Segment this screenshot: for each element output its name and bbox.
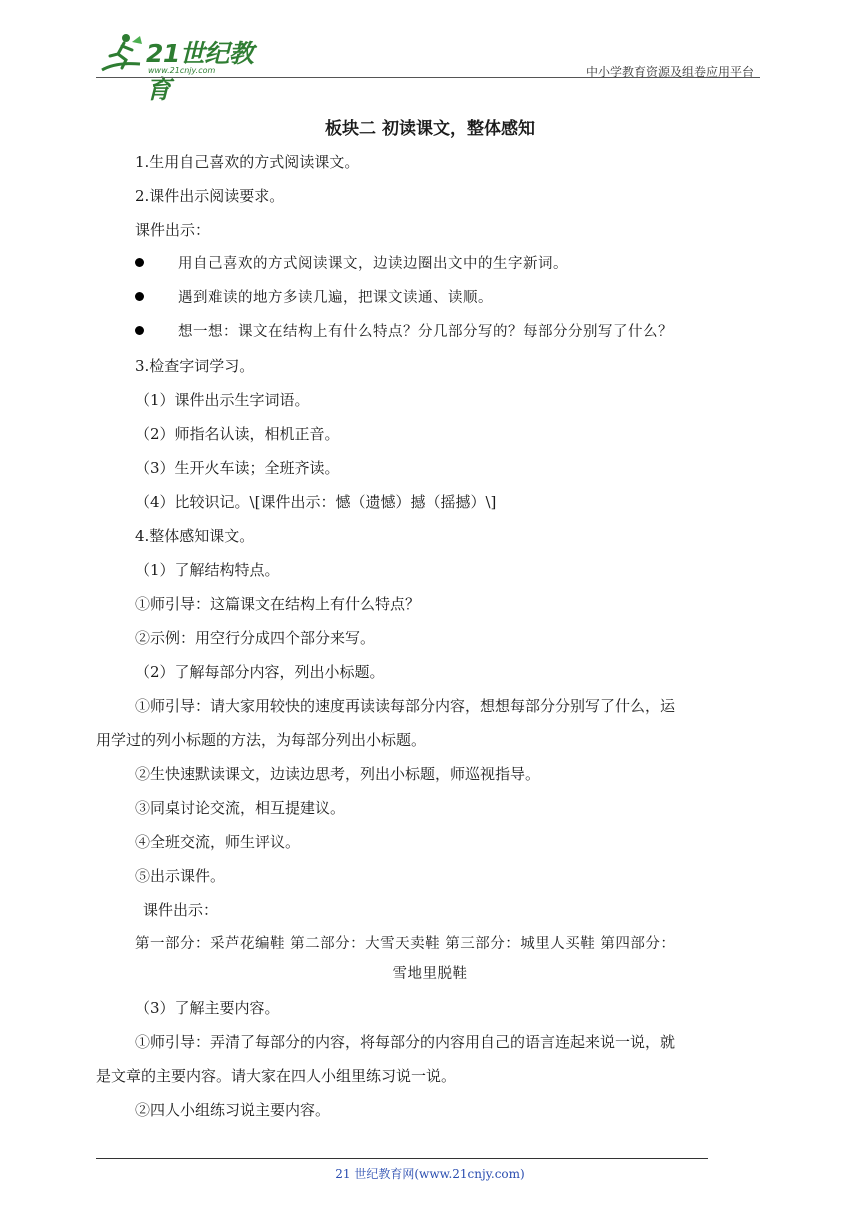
- bullet-icon: [135, 258, 144, 267]
- paragraph: （3）了解主要内容。: [135, 999, 280, 1017]
- footer-divider: [96, 1158, 708, 1159]
- paragraph: ①师引导：这篇课文在结构上有什么特点？: [135, 595, 421, 613]
- paragraph: 课件出示：: [143, 901, 219, 919]
- bullet-item: 遇到难读的地方多读几遍，把课文读通、读顺。: [178, 290, 493, 306]
- paragraph: ④全班交流，师生评议。: [135, 833, 301, 851]
- paragraph: ②示例：用空行分成四个部分来写。: [135, 629, 376, 647]
- logo-text: 21世纪教育: [146, 39, 254, 104]
- paragraph: （2）了解每部分内容，列出小标题。: [135, 663, 385, 681]
- paragraph: 用学过的列小标题的方法，为每部分列出小标题。: [96, 731, 427, 749]
- paragraph: 4.整体感知课文。: [135, 527, 255, 545]
- paragraph: 2.课件出示阅读要求。: [135, 187, 285, 205]
- logo: [96, 28, 266, 104]
- paragraph: ②四人小组练习说主要内容。: [135, 1101, 331, 1119]
- subheadings-line: 第一部分：采芦花编鞋 第二部分：大雪天卖鞋 第三部分：城里人买鞋 第四部分：: [135, 936, 676, 952]
- page-header: [96, 28, 760, 104]
- paragraph: ①师引导：请大家用较快的速度再读读每部分内容，想想每部分分别写了什么，运: [135, 697, 676, 715]
- paragraph: ③同桌讨论交流，相互提建议。: [135, 799, 346, 817]
- paragraph: （3）生开火车读；全班齐读。: [135, 459, 340, 477]
- paragraph: （2）师指名认读，相机正音。: [135, 425, 340, 443]
- paragraph: （4）比较识记。\[课件出示：憾（遗憾）撼（摇撼）\]: [135, 493, 497, 511]
- logo-url: www.21cnjy.com: [148, 66, 216, 75]
- paragraph: 课件出示：: [135, 221, 211, 239]
- paragraph: ⑤出示课件。: [135, 867, 226, 885]
- bullet-item: 想一想：课文在结构上有什么特点？分几部分写的？每部分分别写了什么？: [178, 324, 673, 340]
- paragraph: （1）课件出示生字词语。: [135, 391, 310, 409]
- header-divider: [96, 77, 760, 78]
- subheadings-line: 雪地里脱鞋: [392, 966, 468, 982]
- paragraph: 1.生用自己喜欢的方式阅读课文。: [135, 153, 360, 171]
- paragraph: ①师引导：弄清了每部分的内容，将每部分的内容用自己的语言连起来说一说，就: [135, 1033, 676, 1051]
- paragraph: 3.检查字词学习。: [135, 357, 255, 375]
- footer-link[interactable]: 21 世纪教育网(www.21cnjy.com): [335, 1167, 525, 1181]
- paragraph: 是文章的主要内容。请大家在四人小组里练习说一说。: [96, 1067, 457, 1085]
- section-title: 板块二 初读课文，整体感知: [325, 119, 535, 139]
- paragraph: ②生快速默读课文，边读边思考，列出小标题，师巡视指导。: [135, 765, 541, 783]
- paragraph: （1）了解结构特点。: [135, 561, 280, 579]
- bullet-icon: [135, 292, 144, 301]
- bullet-icon: [135, 326, 144, 335]
- platform-label: 中小学教育资源及组卷应用平台: [585, 65, 754, 79]
- bullet-item: 用自己喜欢的方式阅读课文，边读边圈出文中的生字新词。: [178, 256, 568, 272]
- runner-logo-icon: [96, 32, 148, 76]
